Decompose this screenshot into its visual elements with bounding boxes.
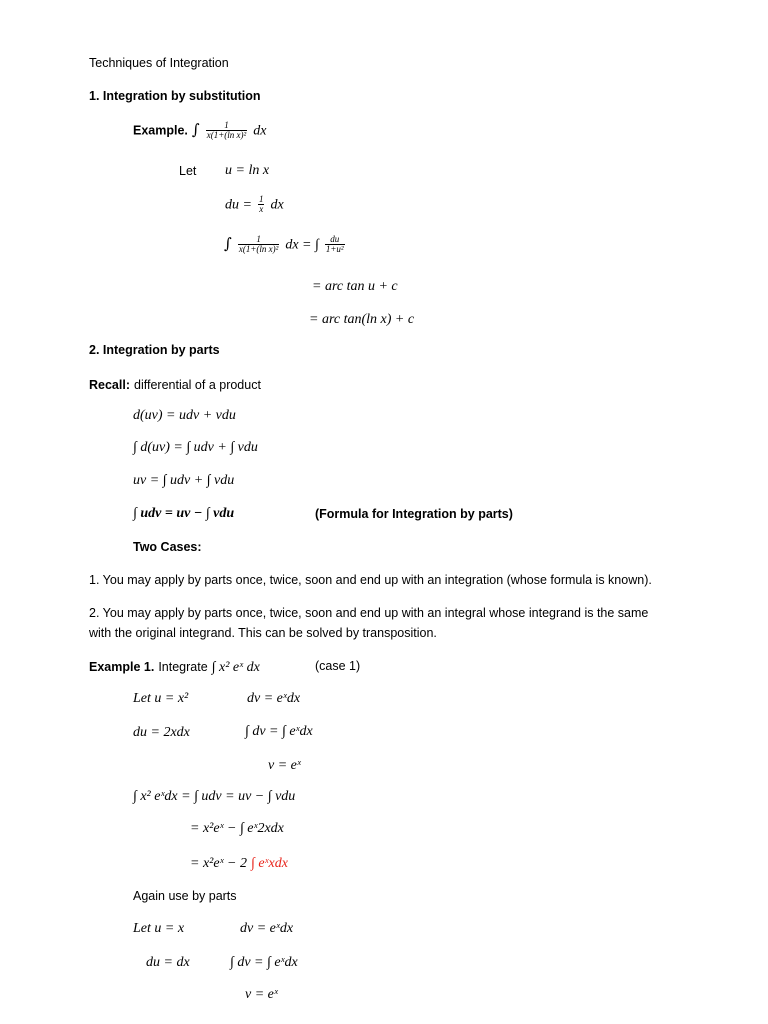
u-fraction-denominator: 1+u²: [325, 244, 344, 255]
example-label: Example.: [133, 123, 188, 138]
let-label: Let: [179, 164, 197, 178]
fraction-denominator: x(1+(ln x)²: [238, 244, 279, 255]
case-tag: (case 1): [315, 659, 361, 673]
section-heading-parts: 2. Integration by parts: [89, 343, 220, 357]
substitution-du-line: [225, 195, 284, 215]
dv-assignment-2: dv = eˣdx: [240, 921, 294, 936]
du-fraction: [258, 195, 265, 215]
recall-line: [89, 377, 261, 393]
integral-dv: ∫ dv = ∫ eˣdx: [245, 724, 313, 739]
integrand-fraction-2: [238, 235, 280, 255]
two-cases-heading: Two Cases:: [133, 540, 202, 554]
highlighted-integral: ∫ eˣxdx: [250, 856, 288, 871]
v-assignment: v = eˣ: [268, 758, 301, 773]
integrated-differential: ∫ d(uv) = ∫ udv + ∫ vdu: [133, 440, 258, 455]
result-arctan-lnx: = arc tan(ln x) + c: [309, 312, 415, 327]
case-2-text-line1: 2. You may apply by parts once, twice, soon and end up with an integral whose integrand is the same: [89, 606, 649, 620]
differential-dx: dx: [253, 123, 267, 139]
recall-label: Recall:: [89, 378, 130, 392]
v-assignment-2: v = eˣ: [245, 987, 278, 1002]
dv-assignment: dv = eˣdx: [247, 691, 301, 706]
let-u-x: Let u = x: [133, 921, 185, 936]
parts-step-3: [190, 855, 288, 871]
u-integrand-fraction: [325, 235, 345, 255]
du-rhs: dx: [270, 197, 284, 213]
fraction-numerator: 1: [206, 121, 248, 131]
product-differential: d(uv) = udv + vdu: [133, 408, 236, 423]
let-u-x-squared: Let u = x²: [133, 691, 189, 706]
integral-dv-2: ∫ dv = ∫ eˣdx: [230, 955, 298, 970]
du-fraction-numerator: 1: [258, 194, 264, 204]
case-2-text-line2: with the original integrand. This can be solved by transposition.: [89, 626, 437, 640]
example-1-line: [89, 659, 260, 675]
uv-equation: uv = ∫ udv + ∫ vdu: [133, 473, 235, 488]
substituted-integral-line: [224, 235, 347, 255]
recall-text: differential of a product: [134, 378, 261, 392]
example-1-integral: ∫ x² eˣ dx: [211, 660, 260, 675]
example-1-label: Example 1.: [89, 660, 155, 674]
du-dx: du = dx: [146, 955, 190, 970]
example-1-text: Integrate: [158, 660, 208, 674]
parts-step-1: ∫ x² eˣdx = ∫ udv = uv − ∫ vdu: [133, 789, 296, 804]
substitution-example-line: [133, 121, 266, 141]
du-lhs: du =: [225, 197, 252, 213]
integrand-fraction: [206, 121, 248, 141]
case-1-text: 1. You may apply by parts once, twice, soon and end up with an integration (whose formula is known).: [89, 573, 652, 587]
substitution-u: u = ln x: [225, 163, 270, 178]
parts-step-2: = x²eˣ − ∫ eˣ2xdx: [190, 821, 284, 836]
parts-formula: ∫ udv = uv − ∫ vdu: [133, 506, 235, 521]
integral-sign: ∫: [191, 120, 200, 139]
integral-equals: dx = ∫: [285, 237, 319, 253]
again-by-parts: Again use by parts: [133, 889, 237, 903]
u-fraction-numerator: du: [325, 235, 345, 245]
parts-step-3-main: = x²eˣ − 2: [190, 856, 247, 871]
document-title: Techniques of Integration: [89, 56, 229, 70]
section-heading-substitution: 1. Integration by substitution: [89, 89, 261, 103]
result-arctan-u: = arc tan u + c: [312, 279, 398, 294]
integral-sign: ∫: [224, 234, 232, 253]
fraction-numerator: 1: [238, 235, 280, 245]
du-2xdx: du = 2xdx: [133, 725, 190, 740]
formula-note: (Formula for Integration by parts): [315, 507, 513, 521]
du-fraction-denominator: x: [259, 204, 264, 215]
fraction-denominator: x(1+(ln x)²: [206, 130, 247, 141]
